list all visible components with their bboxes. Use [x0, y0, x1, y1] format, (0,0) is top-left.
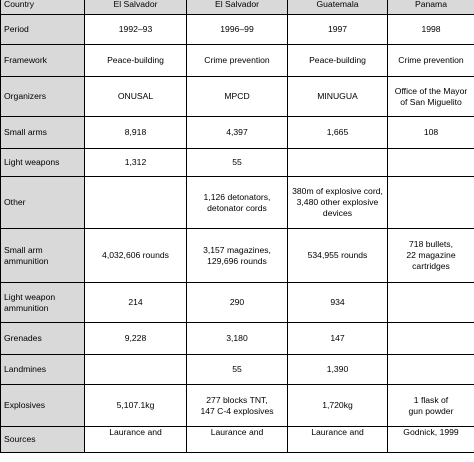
table-body: [1, 15, 474, 453]
table-row: [1, 149, 474, 177]
table-cell: 9,228: [85, 323, 187, 355]
table-cell: 55: [187, 149, 288, 177]
table-row: [1, 15, 474, 45]
table-cell: 147: [288, 323, 388, 355]
table-row: [1, 177, 474, 229]
row-label: Light weapons: [1, 149, 85, 177]
table-cell: 55: [187, 355, 288, 385]
table-cell: [388, 149, 474, 177]
header-cell-guatemala: Guatemala: [288, 0, 388, 15]
table-cell: 277 blocks TNT, 147 C-4 explosives: [187, 385, 288, 427]
table-row: [1, 427, 474, 453]
table-cell: 1 flask of gun powder: [388, 385, 474, 427]
table-cell: [388, 323, 474, 355]
table-cell: 3,157 magazines, 129,696 rounds: [187, 229, 288, 283]
table-cell: Laurance and: [187, 427, 288, 453]
table-cell: [85, 177, 187, 229]
table-cell: 380m of explosive cord, 3,480 other explosive devices: [288, 177, 388, 229]
table-cell: [288, 149, 388, 177]
table-cell: 4,032,606 rounds: [85, 229, 187, 283]
table-cell: 5,107.1kg: [85, 385, 187, 427]
table-cell: 1997: [288, 15, 388, 45]
table-cell: Office of the Mayor of San Miguelito: [388, 77, 474, 117]
table-cell: 290: [187, 283, 288, 323]
header-cell-country: Country: [1, 0, 85, 15]
table-cell: ONUSAL: [85, 77, 187, 117]
table-cell: 1996–99: [187, 15, 288, 45]
header-cell-el-salvador-1: El Salvador: [85, 0, 187, 15]
table-cell: 214: [85, 283, 187, 323]
table-cell: Laurance and: [288, 427, 388, 453]
table-cell: [388, 283, 474, 323]
row-label: Landmines: [1, 355, 85, 385]
table-cell: 534,955 rounds: [288, 229, 388, 283]
table-cell: 1992–93: [85, 15, 187, 45]
row-label: Light weapon ammunition: [1, 283, 85, 323]
table-cell: Godnick, 1999: [388, 427, 474, 453]
table-cell: 108: [388, 117, 474, 149]
row-label: Organizers: [1, 77, 85, 117]
table-cell: 1,390: [288, 355, 388, 385]
table-cell: Peace-building: [85, 45, 187, 77]
table-row: [1, 77, 474, 117]
row-label: Framework: [1, 45, 85, 77]
table-row: [1, 355, 474, 385]
table-cell: Crime prevention: [388, 45, 474, 77]
row-label: Small arms: [1, 117, 85, 149]
table-cell: Peace-building: [288, 45, 388, 77]
table-cell: MPCD: [187, 77, 288, 117]
row-label: Period: [1, 15, 85, 45]
row-label: Explosives: [1, 385, 85, 427]
row-label: Other: [1, 177, 85, 229]
table-cell: 4,397: [187, 117, 288, 149]
table-row: [1, 45, 474, 77]
table-cell: 1,720kg: [288, 385, 388, 427]
table-cell: 3,180: [187, 323, 288, 355]
table-cell: 1,312: [85, 149, 187, 177]
row-label: Sources: [1, 427, 85, 453]
table-cell: Crime prevention: [187, 45, 288, 77]
row-label: Grenades: [1, 323, 85, 355]
table-row: [1, 323, 474, 355]
table-row: [1, 117, 474, 149]
row-label: Small arm ammunition: [1, 229, 85, 283]
table-cell: 8,918: [85, 117, 187, 149]
table-cell: 934: [288, 283, 388, 323]
table-cell: 1998: [388, 15, 474, 45]
table-cell: MINUGUA: [288, 77, 388, 117]
header-cell-panama: Panama: [388, 0, 474, 15]
table-row: [1, 385, 474, 427]
table-cell: 1,126 detonators, detonator cords: [187, 177, 288, 229]
table-row: [1, 283, 474, 323]
header-row: [1, 0, 474, 15]
table-row: [1, 229, 474, 283]
table-cell: [388, 177, 474, 229]
table-cell: 1,665: [288, 117, 388, 149]
table-cell: [85, 355, 187, 385]
table-cell: Laurance and: [85, 427, 187, 453]
header-cell-el-salvador-2: El Salvador: [187, 0, 288, 15]
table-cell: 718 bullets, 22 magazine cartridges: [388, 229, 474, 283]
table-cell: [388, 355, 474, 385]
